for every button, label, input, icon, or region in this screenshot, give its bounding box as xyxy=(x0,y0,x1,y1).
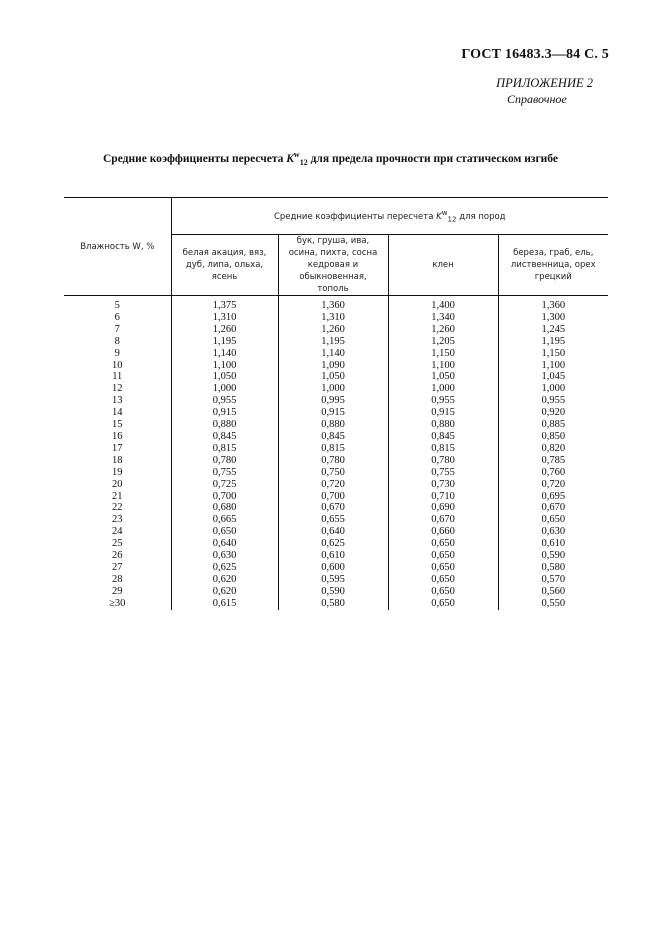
coefficient-cell: 0,920 xyxy=(498,407,608,419)
coefficient-cell: 0,650 xyxy=(388,598,498,610)
moisture-cell: 26 xyxy=(112,550,123,562)
moisture-cell: 21 xyxy=(112,490,123,502)
coefficient-cell: 0,750 xyxy=(278,467,388,479)
coefficient-cell: 1,000 xyxy=(278,383,388,395)
coefficient-cell: 0,820 xyxy=(498,443,608,455)
coefficient-cell: 0,650 xyxy=(388,538,498,550)
moisture-cell: 25 xyxy=(112,538,123,550)
coefficient-cell: 1,195 xyxy=(278,336,388,348)
table-row xyxy=(64,598,608,610)
table-row xyxy=(64,419,608,431)
coefficient-cell: 0,995 xyxy=(278,395,388,407)
coefficient-cell: 0,625 xyxy=(278,538,388,550)
column-header: белая акация, вяз, дуб, липа, ольха, ясень xyxy=(171,235,278,296)
coefficient-cell: 1,310 xyxy=(171,312,278,324)
coefficient-cell: 0,755 xyxy=(171,467,278,479)
table-row xyxy=(64,336,608,348)
table-row xyxy=(64,562,608,574)
coefficient-cell: 1,140 xyxy=(171,348,278,360)
moisture-cell: 5 xyxy=(114,300,120,311)
moisture-cell: 10 xyxy=(112,359,123,371)
coefficient-cell: 0,580 xyxy=(498,562,608,574)
coefficient-cell: 1,260 xyxy=(278,324,388,336)
coefficient-cell: 0,725 xyxy=(171,479,278,491)
coefficient-cell: 1,260 xyxy=(388,324,498,336)
coefficient-cell: 0,760 xyxy=(498,467,608,479)
coefficient-cell: 0,650 xyxy=(171,526,278,538)
moisture-cell: 29 xyxy=(112,585,123,597)
coefficient-cell: 0,850 xyxy=(498,431,608,443)
coefficient-cell: 0,600 xyxy=(278,562,388,574)
coefficient-cell: 0,590 xyxy=(498,550,608,562)
moisture-cell: 17 xyxy=(112,442,123,454)
coefficient-cell: 0,815 xyxy=(171,443,278,455)
table-row xyxy=(64,514,608,526)
coefficient-cell: 0,720 xyxy=(498,479,608,491)
coefficient-cell: 1,150 xyxy=(498,348,608,360)
table-row xyxy=(64,431,608,443)
coefficient-cell: 1,245 xyxy=(498,324,608,336)
coefficient-cell: 1,360 xyxy=(498,296,608,312)
coefficient-cell: 0,650 xyxy=(388,550,498,562)
coefficient-cell: 0,815 xyxy=(278,443,388,455)
coefficient-cell: 1,150 xyxy=(388,348,498,360)
title-symbol-sub: 12 xyxy=(299,158,308,168)
coefficient-cell: 0,845 xyxy=(171,431,278,443)
coefficient-cell: 0,955 xyxy=(498,395,608,407)
coefficient-cell: 0,915 xyxy=(171,407,278,419)
coefficient-cell: 0,630 xyxy=(171,550,278,562)
coefficient-cell: 0,680 xyxy=(171,502,278,514)
table-row xyxy=(64,538,608,550)
coefficient-cell: 0,880 xyxy=(388,419,498,431)
table-title xyxy=(0,150,661,167)
coefficient-cell: 0,915 xyxy=(388,407,498,419)
coefficient-cell: 0,695 xyxy=(498,491,608,503)
moisture-cell: 11 xyxy=(112,371,123,383)
table-row xyxy=(64,502,608,514)
coefficient-cell: 1,375 xyxy=(171,296,278,312)
coefficient-cell: 1,400 xyxy=(388,296,498,312)
coefficient-cell: 0,815 xyxy=(388,443,498,455)
table-row xyxy=(64,360,608,372)
coefficient-cell: 1,195 xyxy=(498,336,608,348)
coefficient-cell: 1,340 xyxy=(388,312,498,324)
coefficient-cell: 0,955 xyxy=(171,395,278,407)
table-row xyxy=(64,407,608,419)
moisture-cell: 7 xyxy=(114,323,120,335)
moisture-cell: 27 xyxy=(112,561,123,573)
appendix-type: Справочное xyxy=(507,92,567,106)
moisture-cell: 8 xyxy=(114,335,120,347)
table-row xyxy=(64,324,608,336)
coefficient-cell: 1,195 xyxy=(171,336,278,348)
coefficient-cell: 1,000 xyxy=(388,383,498,395)
table-row xyxy=(64,371,608,383)
coefficient-cell: 0,660 xyxy=(388,526,498,538)
coefficient-cell: 0,915 xyxy=(278,407,388,419)
coefficient-cell: 1,260 xyxy=(171,324,278,336)
table-row xyxy=(64,586,608,598)
table-row xyxy=(64,467,608,479)
moisture-cell: 19 xyxy=(112,466,123,478)
moisture-cell: 14 xyxy=(112,407,123,419)
coefficient-cell: 0,650 xyxy=(388,562,498,574)
coefficient-cell: 0,670 xyxy=(388,514,498,526)
coefficient-cell: 0,755 xyxy=(388,467,498,479)
coefficient-cell: 0,615 xyxy=(171,598,278,610)
coefficient-cell: 1,360 xyxy=(278,296,388,312)
table-row xyxy=(64,455,608,467)
coefficient-cell: 0,630 xyxy=(498,526,608,538)
coefficient-cell: 0,885 xyxy=(498,419,608,431)
coefficient-cell: 0,640 xyxy=(171,538,278,550)
moisture-column-header: Влажность W, % xyxy=(64,198,171,296)
table-row xyxy=(64,296,608,312)
coefficient-cell: 1,100 xyxy=(388,360,498,372)
coefficient-cell: 0,640 xyxy=(278,526,388,538)
coefficient-cell: 0,845 xyxy=(278,431,388,443)
moisture-cell: 12 xyxy=(112,383,123,395)
group-symbol-sup: w xyxy=(441,207,448,217)
coefficient-cell: 0,780 xyxy=(388,455,498,467)
group-header: Средние коэффициенты пересчета $K^w_{12}$ для пород xyxy=(171,198,608,235)
moisture-cell: 18 xyxy=(112,454,123,466)
coefficient-cell: 1,300 xyxy=(498,312,608,324)
coefficient-cell: 0,785 xyxy=(498,455,608,467)
moisture-cell: 22 xyxy=(112,502,123,514)
title-after: для предела прочности при статическом изгибе xyxy=(310,152,558,165)
coefficient-cell: 0,625 xyxy=(171,562,278,574)
coefficient-cell: 0,655 xyxy=(278,514,388,526)
coefficient-cell: 0,670 xyxy=(498,502,608,514)
moisture-cell: 16 xyxy=(112,430,123,442)
coefficient-cell: 0,700 xyxy=(278,491,388,503)
coefficient-cell: 1,090 xyxy=(278,360,388,372)
table-row xyxy=(64,395,608,407)
moisture-cell: 20 xyxy=(112,478,123,490)
coefficient-cell: 1,100 xyxy=(171,360,278,372)
group-symbol-sub: 12 xyxy=(447,214,457,224)
title-symbol: $K^w_{12}$ xyxy=(286,150,308,168)
coefficient-cell: 0,650 xyxy=(388,574,498,586)
table-row xyxy=(64,312,608,324)
moisture-cell: 9 xyxy=(114,347,120,359)
coefficients-table xyxy=(64,197,608,610)
coefficient-cell: 0,880 xyxy=(278,419,388,431)
coefficient-cell: 1,000 xyxy=(498,383,608,395)
coefficient-cell: 0,690 xyxy=(388,502,498,514)
coefficient-cell: 0,550 xyxy=(498,598,608,610)
coefficient-cell: 0,730 xyxy=(388,479,498,491)
coefficient-cell: 0,720 xyxy=(278,479,388,491)
coefficient-cell: 0,845 xyxy=(388,431,498,443)
coefficient-cell: 1,050 xyxy=(278,371,388,383)
table-row xyxy=(64,348,608,360)
moisture-cell: 28 xyxy=(112,573,123,585)
column-header: клен xyxy=(388,235,498,296)
coefficient-cell: 0,580 xyxy=(278,598,388,610)
table-row xyxy=(64,574,608,586)
coefficient-cell: 0,560 xyxy=(498,586,608,598)
moisture-cell: 6 xyxy=(114,311,120,323)
table-row xyxy=(64,479,608,491)
coefficient-cell: 0,955 xyxy=(388,395,498,407)
coefficient-cell: 0,620 xyxy=(171,586,278,598)
coefficient-cell: 1,045 xyxy=(498,371,608,383)
table-row xyxy=(64,550,608,562)
title-before: Средние коэффициенты пересчета xyxy=(103,152,284,165)
appendix-label: ПРИЛОЖЕНИЕ 2 xyxy=(496,76,593,90)
coefficient-cell: 0,780 xyxy=(278,455,388,467)
table-row xyxy=(64,383,608,395)
coefficient-cell: 1,050 xyxy=(388,371,498,383)
moisture-cell: 23 xyxy=(112,514,123,526)
group-symbol: K xyxy=(436,211,442,222)
coefficient-cell: 0,570 xyxy=(498,574,608,586)
coefficient-cell: 1,000 xyxy=(171,383,278,395)
coefficient-cell: 0,670 xyxy=(278,502,388,514)
table-row xyxy=(64,443,608,455)
coefficient-cell: 1,205 xyxy=(388,336,498,348)
coefficient-cell: 1,100 xyxy=(498,360,608,372)
coefficient-cell: 0,780 xyxy=(171,455,278,467)
column-header: бук, груша, ива, осина, пихта, сосна кедровая и обыкновенная, тополь xyxy=(278,235,388,296)
coefficient-cell: 0,665 xyxy=(171,514,278,526)
table-row xyxy=(64,491,608,503)
moisture-cell: 24 xyxy=(112,526,123,538)
coefficient-cell: 0,650 xyxy=(498,514,608,526)
coefficient-cell: 1,050 xyxy=(171,371,278,383)
table-row xyxy=(64,526,608,538)
column-header: береза, граб, ель, лиственница, орех грецкий xyxy=(498,235,608,296)
coefficient-cell: 0,610 xyxy=(498,538,608,550)
title-symbol-sup: w xyxy=(293,150,300,159)
moisture-cell: ≥30 xyxy=(109,597,126,609)
coefficient-cell: 0,595 xyxy=(278,574,388,586)
coefficient-cell: 1,310 xyxy=(278,312,388,324)
coefficient-cell: 0,610 xyxy=(278,550,388,562)
coefficient-cell: 0,650 xyxy=(388,586,498,598)
coefficient-cell: 0,620 xyxy=(171,574,278,586)
standard-code: ГОСТ 16483.3—84 С. 5 xyxy=(461,47,609,62)
moisture-cell: 15 xyxy=(112,419,123,431)
coefficient-cell: 0,880 xyxy=(171,419,278,431)
table-body xyxy=(64,296,608,610)
coefficient-cell: 0,710 xyxy=(388,491,498,503)
moisture-cell: 13 xyxy=(112,395,123,407)
coefficient-cell: 1,140 xyxy=(278,348,388,360)
coefficient-cell: 0,700 xyxy=(171,491,278,503)
coefficient-cell: 0,590 xyxy=(278,586,388,598)
